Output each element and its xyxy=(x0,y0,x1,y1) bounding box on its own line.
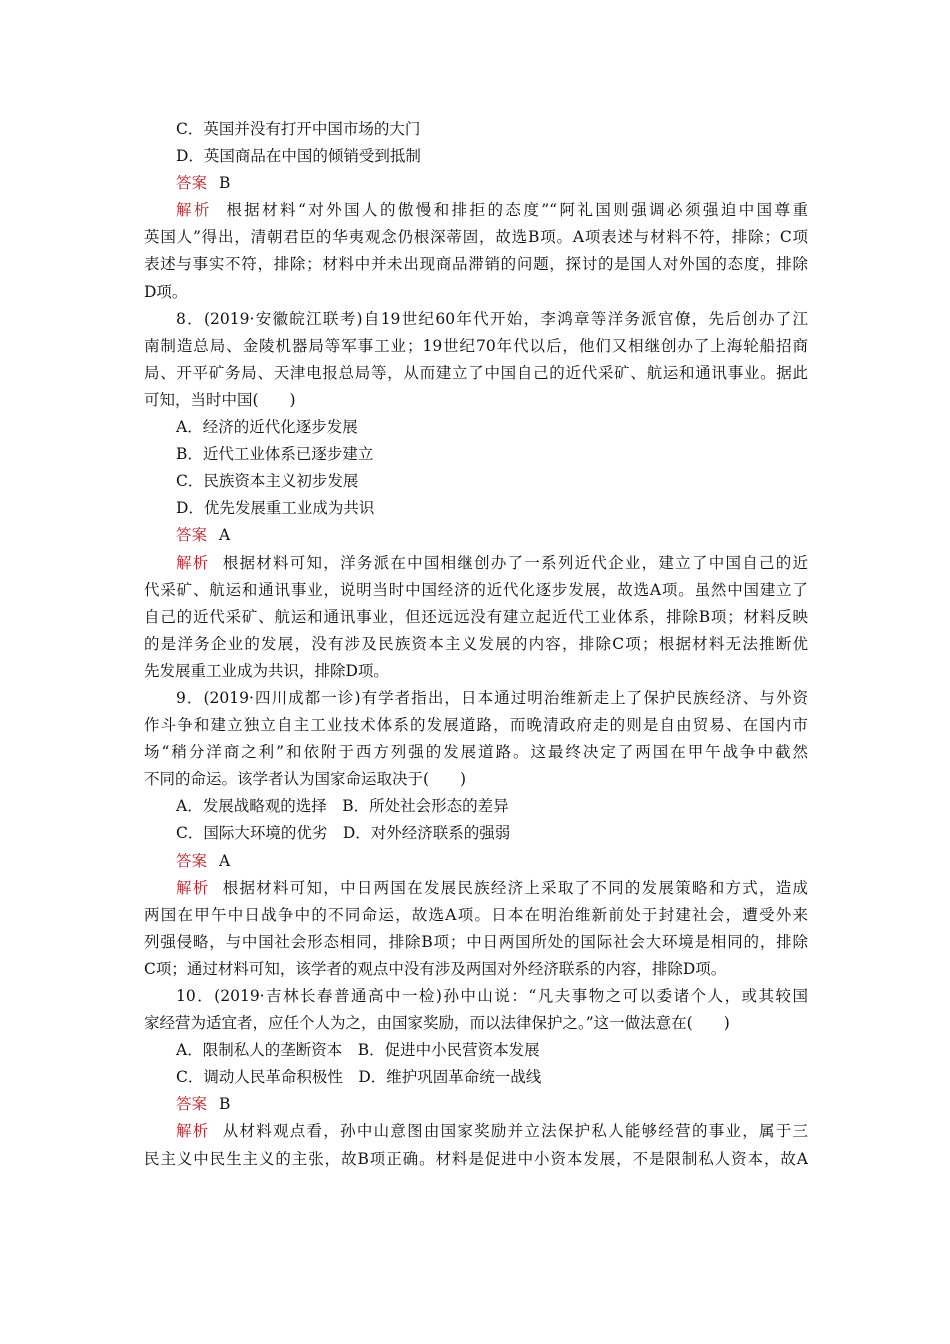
q8-answer xyxy=(144,522,808,549)
q7-analysis-line xyxy=(144,197,808,224)
q9-analysis-line: 两国在甲午中日战争中的不同命运，故选A项。日本在明治维新前处于封建社会，遭受外来 xyxy=(144,905,808,924)
q8-analysis-line xyxy=(144,550,808,577)
q10-option: C．调动人民革命积极性 D．维护巩固革命统一战线 xyxy=(176,1068,542,1087)
q10-option: A．限制私人的垄断资本 B．促进中小民营资本发展 xyxy=(176,1041,540,1060)
q8-stem-line: 南制造总局、金陵机器局等军事工业；19世纪70年代以后，他们又相继创办了上海轮船招商 xyxy=(144,336,808,355)
q8-option: C．民族资本主义初步发展 xyxy=(176,472,359,491)
analysis-text: 从材料观点看，孙中山意图由国家奖励并立法保护私人能够经营的事业，属于三 xyxy=(221,1122,808,1141)
answer-label: 答案 xyxy=(176,1095,208,1114)
q7-option-d: D．英国商品在中国的倾销受到抵制 xyxy=(176,147,421,166)
answer-label: 答案 xyxy=(176,526,208,545)
q7-answer xyxy=(144,170,808,197)
q10-stem-line: 家经营为适宜者，应任个人为之，由国家奖励，而以法律保护之。”这一做法意在( ) xyxy=(144,1014,730,1033)
q8-option: A．经济的近代化逐步发展 xyxy=(176,418,358,437)
q8-analysis-line: 代采矿、航运和通讯事业，说明当时中国经济的近代化逐步发展，故选A项。虽然中国建立了 xyxy=(144,580,808,599)
q10-answer xyxy=(144,1091,808,1118)
q7-analysis-line: 表述与事实不符，排除；材料中并未出现商品滞销的问题，探讨的是国人对外国的态度，排除 xyxy=(144,255,808,274)
q7-option-c: C．英国并没有打开中国市场的大门 xyxy=(176,120,421,138)
q8-analysis-line: 先发展重工业成为共识，排除D项。 xyxy=(144,661,389,680)
q7-analysis-line: 英国人”得出，清朝君臣的华夷观念仍根深蒂固，故选B项。A项表述与材料不符，排除；C项 xyxy=(144,228,808,247)
analysis-text: 根据材料可知，中日两国在发展民族经济上采取了不同的发展策略和方式，造成 xyxy=(221,878,808,897)
analysis-text: 根据材料可知，洋务派在中国相继创办了一系列近代企业，建立了中国自己的近 xyxy=(221,553,808,572)
q8-stem-line: 8．(2019·安徽皖江联考)自19世纪60年代开始，李鸿章等洋务派官僚，先后创办了江 xyxy=(176,309,808,328)
q8-analysis-line: 的是洋务企业的发展，没有涉及民族资本主义发展的内容，排除C项；根据材料无法推断优 xyxy=(144,634,808,653)
answer-label: 答案 xyxy=(176,174,208,193)
answer-label: 答案 xyxy=(176,851,208,870)
q9-analysis-line: 列强侵略，与中国社会形态相同，排除B项；中日两国所处的国际社会大环境是相同的，排除 xyxy=(144,932,808,951)
answer-value: B xyxy=(219,1095,231,1114)
q8-analysis-line: 自己的近代采矿、航运和通讯事业，但还远远没有建立起近代工业体系，排除B项；材料反映 xyxy=(144,607,808,626)
q10-analysis-line xyxy=(144,1118,808,1145)
q9-option: A．发展战略观的选择 B．所处社会形态的差异 xyxy=(176,797,509,816)
q8-stem-line: 可知，当时中国( ) xyxy=(144,390,296,409)
q8-option: B．近代工业体系已逐步建立 xyxy=(176,445,374,464)
analysis-text: 根据材料“对外国人的傲慢和排拒的态度”“阿礼国则强调必须强迫中国尊重 xyxy=(223,201,808,220)
analysis-label: 解析 xyxy=(176,553,210,572)
q9-stem-line: 不同的命运。该学者认为国家命运取决于( ) xyxy=(144,770,467,789)
q10-analysis-line: 民主义中民生主义的主张，故B项正确。材料是促进中小资本发展，不是限制私人资本，故A xyxy=(144,1149,808,1168)
q8-option: D．优先发展重工业成为共识 xyxy=(176,499,375,518)
q7-analysis-line: D项。 xyxy=(144,282,188,301)
analysis-label: 解析 xyxy=(176,201,212,220)
answer-value: A xyxy=(219,526,231,545)
q9-answer xyxy=(144,848,808,875)
q9-stem-line: 场“稍分洋商之利”和依附于西方列强的发展道路。这最终决定了两国在甲午战争中截然 xyxy=(144,743,808,762)
answer-value: A xyxy=(219,851,231,870)
q9-option: C．国际大环境的优劣 D．对外经济联系的强弱 xyxy=(176,824,511,843)
q10-stem-line: 10．(2019·吉林长春普通高中一检)孙中山说：“凡夫事物之可以委诸个人，或其较国 xyxy=(176,987,808,1005)
document-page xyxy=(144,116,808,1173)
analysis-label: 解析 xyxy=(176,878,210,897)
q9-stem-line: 作斗争和建立独立自主工业技术体系的发展道路，而晚清政府走的则是自由贸易、在国内市 xyxy=(144,716,808,735)
q8-stem-line: 局、开平矿务局、天津电报总局等，从而建立了中国自己的近代采矿、航运和通讯事业。据此 xyxy=(144,363,808,382)
q9-analysis-line: C项；通过材料可知，该学者的观点中没有涉及两国对外经济联系的内容，排除D项。 xyxy=(144,959,727,978)
answer-value: B xyxy=(219,174,231,193)
q9-stem-line: 9．(2019·四川成都一诊)有学者指出，日本通过明治维新走上了保护民族经济、与外资 xyxy=(176,688,808,707)
q9-analysis-line xyxy=(144,875,808,902)
analysis-label: 解析 xyxy=(176,1122,210,1141)
